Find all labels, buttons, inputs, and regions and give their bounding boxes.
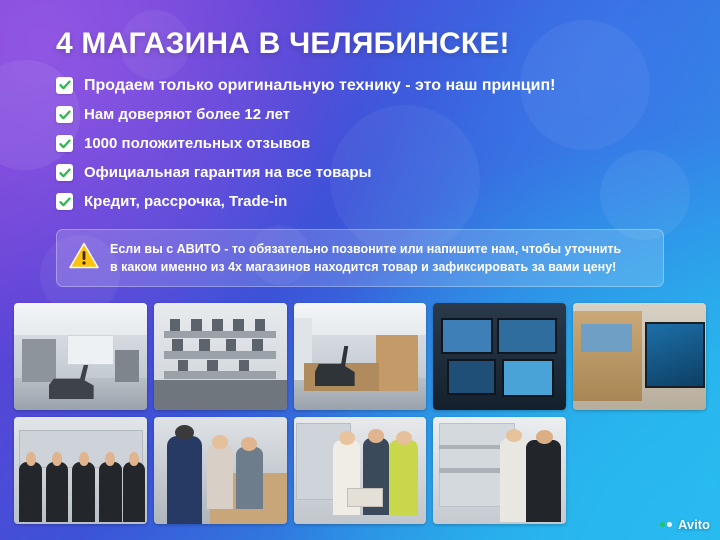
gallery-photo-showroom-scooter-counter — [14, 303, 147, 410]
avito-watermark-label: Avito — [677, 517, 710, 532]
check-icon — [56, 135, 73, 152]
avito-watermark — [660, 517, 710, 532]
list-item — [56, 164, 692, 182]
notice-line-2: в каком именно из 4х магазинов находится товар и зафиксировать за вами цену! — [110, 259, 617, 274]
gallery-photo-shelves-accessories — [154, 303, 287, 410]
store-photo-gallery — [14, 303, 706, 524]
gallery-photo-store-interior-scooter — [294, 303, 427, 410]
notice-line-1: Если вы с АВИТО - то обязательно позвоните или напишите нам, чтобы уточнить — [110, 241, 622, 256]
benefit-text: Продаем только оригинальную технику - это наш принцип! — [84, 76, 556, 94]
benefit-text: Нам доверяют более 12 лет — [84, 105, 291, 123]
check-icon — [56, 193, 73, 210]
gallery-photo-staff-team — [14, 417, 147, 524]
check-icon — [56, 77, 73, 94]
list-item — [56, 135, 692, 153]
gallery-photo-customers-at-counter — [154, 417, 287, 524]
benefit-text: 1000 положительных отзывов — [84, 134, 311, 152]
list-item — [56, 193, 692, 211]
gallery-photo-tv-wall-display — [433, 303, 566, 410]
gallery-photo-group-with-package — [294, 417, 427, 524]
warning-triangle-icon — [69, 242, 99, 274]
notice-text — [110, 240, 621, 276]
list-item — [56, 76, 692, 95]
benefits-list — [56, 76, 692, 211]
benefit-text: Официальная гарантия на все товары — [84, 163, 372, 181]
gallery-photo-two-men-shelves — [433, 417, 566, 524]
check-icon — [56, 106, 73, 123]
avito-notice-banner — [56, 229, 664, 287]
check-icon — [56, 164, 73, 181]
list-item — [56, 106, 692, 124]
benefit-text: Кредит, рассрочка, Trade-in — [84, 192, 288, 210]
avito-logo-icon — [660, 522, 674, 527]
page-title: 4 МАГАЗИНА В ЧЕЛЯБИНСКЕ! — [56, 27, 510, 60]
gallery-photo-wood-cabinet-tv — [573, 303, 706, 410]
